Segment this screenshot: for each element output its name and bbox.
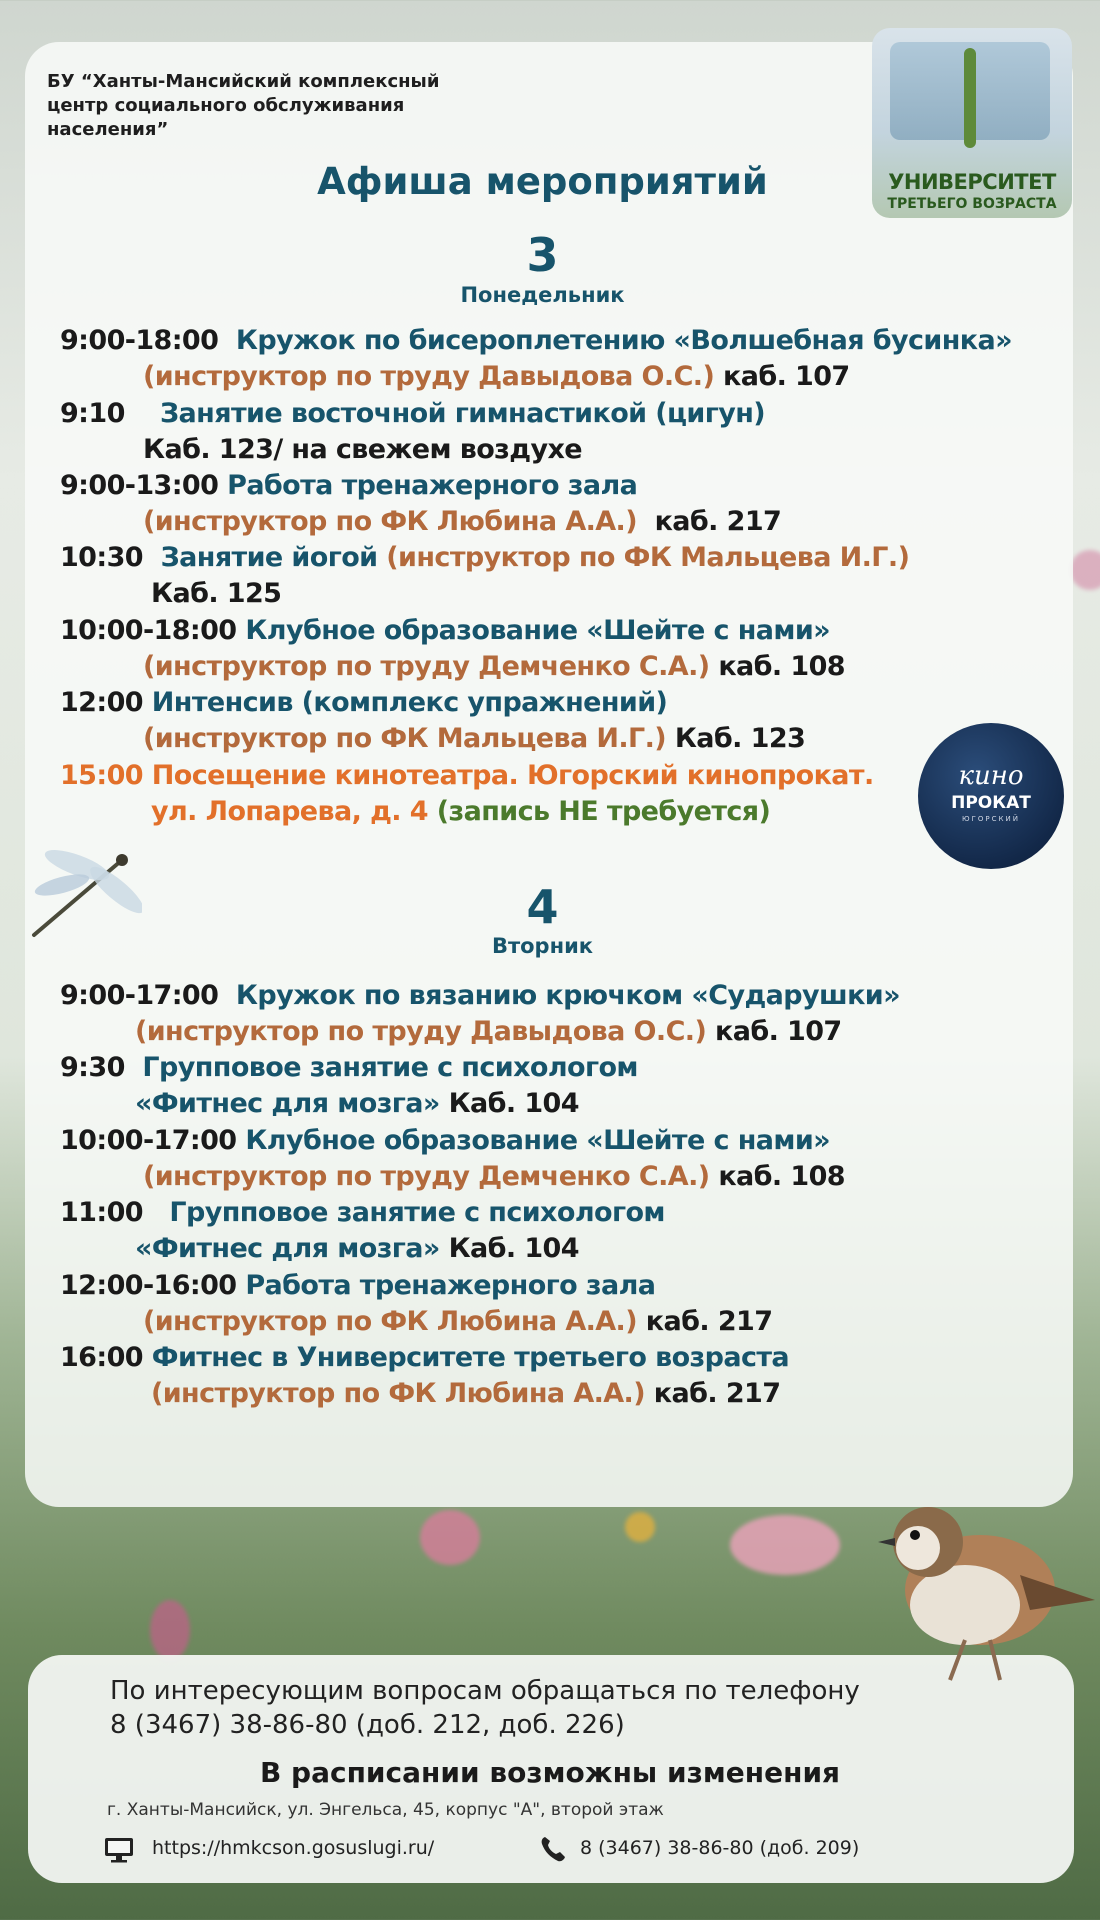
contact-phone[interactable]: 8 (3467) 38-86-80 (доб. 212, доб. 226) — [110, 1710, 625, 1740]
event-subtitle: «Фитнес для мозга» — [135, 1088, 440, 1119]
event-title: Работа тренажерного зала — [245, 1270, 656, 1301]
event-title: Посещение кинотеатра. Югорский кинопрокат. — [151, 760, 874, 791]
sparrow-icon — [870, 1480, 1098, 1690]
event-row — [60, 1196, 665, 1230]
event-time: 9:00-13:00 — [60, 470, 219, 501]
event-time: 15:00 — [60, 760, 143, 791]
plant-graphic — [964, 48, 976, 148]
cinema-logo-line2: ПРОКАТ — [951, 793, 1031, 813]
website-link[interactable]: https://hmkcson.gosuslugi.ru/ — [152, 1837, 435, 1859]
cinema-logo-line1: кино — [958, 761, 1024, 791]
background-flower — [625, 1512, 655, 1542]
event-time: 10:00-18:00 — [60, 615, 237, 646]
event-row — [60, 541, 909, 575]
event-title: Групповое занятие с психологом — [169, 1197, 665, 1228]
event-room: Каб. 104 — [448, 1233, 579, 1264]
event-room: каб. 107 — [723, 361, 850, 392]
logo-line1: УНИВЕРСИТЕТ — [888, 170, 1056, 194]
event-instructor: (инструктор по труду Давыдова О.С.) — [143, 361, 715, 392]
event-instructor: (инструктор по ФК Мальцева И.Г.) — [143, 723, 667, 754]
event-row — [60, 324, 1012, 358]
event-detail — [143, 1160, 845, 1194]
event-row — [60, 1124, 830, 1158]
contact-line1: По интересующим вопросам обращаться по телефону — [110, 1676, 860, 1706]
organization-name: БУ “Ханты-Мансийский комплексный центр социального обслуживания населения” — [47, 71, 440, 140]
event-row — [60, 397, 765, 431]
event-time: 9:00-18:00 — [60, 325, 219, 356]
event-detail — [143, 505, 781, 539]
event-subtitle: «Фитнес для мозга» — [135, 1233, 440, 1264]
event-title: Клубное образование «Шейте с нами» — [245, 1125, 831, 1156]
event-instructor: (инструктор по ФК Любина А.А.) — [143, 1306, 637, 1337]
background-flower — [730, 1515, 840, 1575]
day1-number: 3 — [526, 228, 559, 282]
event-row — [60, 1269, 655, 1303]
event-time: 12:00-16:00 — [60, 1270, 237, 1301]
event-instructor: (инструктор по ФК Любина А.А.) — [143, 506, 637, 537]
event-detail — [143, 1305, 772, 1339]
schedule-warning: В расписании возможны изменения — [259, 1756, 841, 1789]
event-room: каб. 107 — [715, 1016, 842, 1047]
event-time: 10:30 — [60, 542, 143, 573]
event-time: 11:00 — [60, 1197, 143, 1228]
event-detail — [135, 1232, 579, 1266]
day1-name: Понедельник — [460, 283, 625, 307]
event-row — [60, 1051, 638, 1085]
logo-line2: ТРЕТЬЕГО ВОЗРАСТА — [887, 196, 1057, 212]
event-time: 9:00-17:00 — [60, 980, 219, 1011]
event-title: Работа тренажерного зала — [227, 470, 638, 501]
event-time: 16:00 — [60, 1342, 143, 1373]
event-instructor: (инструктор по труду Демченко С.А.) — [143, 1161, 710, 1192]
event-instructor: (инструктор по ФК Любина А.А.) — [151, 1378, 645, 1409]
background-flower — [1070, 550, 1100, 590]
cinema-logo-line3: ЮГОРСКИЙ — [962, 815, 1020, 823]
event-room: Каб. 104 — [448, 1088, 579, 1119]
event-detail — [143, 360, 850, 394]
event-detail — [143, 433, 582, 467]
event-room: каб. 108 — [718, 651, 845, 682]
event-address: ул. Лопарева, д. 4 — [151, 796, 428, 827]
day2-name: Вторник — [491, 934, 594, 958]
phone-icon — [540, 1835, 566, 1863]
background-flower — [150, 1600, 190, 1660]
event-title: Занятие йогой — [160, 542, 378, 573]
event-title: Занятие восточной гимнастикой (цигун) — [159, 398, 766, 429]
event-detail — [135, 1015, 842, 1049]
event-room: Каб. 123/ на свежем воздухе — [143, 434, 583, 465]
event-instructor: (инструктор по ФК Мальцева И.Г.) — [386, 542, 910, 573]
event-time: 9:30 — [60, 1052, 125, 1083]
event-title: Кружок по бисероплетению «Волшебная бусинка» — [235, 325, 1012, 356]
event-row — [60, 469, 637, 503]
event-instructor: (инструктор по труду Демченко С.А.) — [143, 651, 710, 682]
event-time: 10:00-17:00 — [60, 1125, 237, 1156]
event-title: Интенсив (комплекс упражнений) — [151, 687, 668, 718]
phone-link[interactable]: 8 (3467) 38-86-80 (доб. 209) — [580, 1837, 860, 1859]
address: г. Ханты-Мансийск, ул. Энгельса, 45, корпус "А", второй этаж — [107, 1800, 664, 1820]
event-title: Клубное образование «Шейте с нами» — [245, 615, 831, 646]
event-detail — [143, 650, 845, 684]
event-row — [60, 1341, 789, 1375]
event-row — [60, 614, 830, 648]
event-row — [60, 686, 667, 720]
event-instructor: (инструктор по труду Давыдова О.С.) — [135, 1016, 707, 1047]
event-row — [60, 979, 900, 1013]
event-detail — [151, 1377, 780, 1411]
event-time: 12:00 — [60, 687, 143, 718]
event-room: Каб. 125 — [151, 578, 282, 609]
event-room: Каб. 123 — [674, 723, 806, 754]
event-title: Групповое занятие с психологом — [142, 1052, 638, 1083]
event-title: Фитнес в Университете третьего возраста — [151, 1342, 790, 1373]
event-detail — [151, 577, 281, 611]
page-title: Афиша мероприятий — [317, 160, 768, 203]
background-flower — [420, 1510, 480, 1565]
event-room: каб. 217 — [645, 1306, 773, 1337]
contact-info — [110, 1674, 860, 1742]
event-detail — [143, 722, 805, 756]
event-time: 9:10 — [60, 398, 125, 429]
event-room: каб. 217 — [653, 1378, 781, 1409]
event-room: каб. 108 — [718, 1161, 845, 1192]
event-title: Кружок по вязанию крючком «Сударушки» — [235, 980, 900, 1011]
monitor-icon — [104, 1837, 134, 1863]
cinema-logo — [918, 723, 1064, 869]
event-row-highlight — [60, 759, 874, 793]
event-detail — [135, 1087, 579, 1121]
event-note: (запись НЕ требуется) — [436, 796, 771, 827]
event-detail — [151, 795, 770, 829]
event-room: каб. 217 — [654, 506, 782, 537]
day2-number: 4 — [526, 880, 559, 934]
